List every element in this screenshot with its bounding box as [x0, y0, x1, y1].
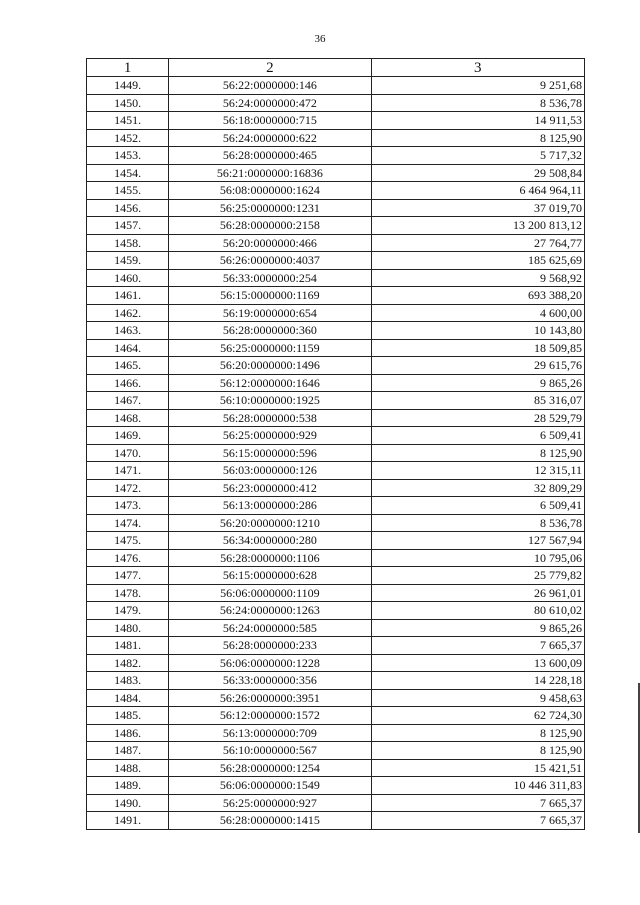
table-row: [87, 514, 585, 532]
cadastral-number: 56:28:0000000:1106: [169, 549, 371, 567]
row-number: 1451.: [87, 112, 169, 130]
value-cell: 9 568,92: [371, 269, 584, 287]
cadastral-number: 56:28:0000000:465: [169, 147, 371, 165]
cadastral-number: 56:06:0000000:1109: [169, 584, 371, 602]
table-row: [87, 409, 585, 427]
row-number: 1452.: [87, 129, 169, 147]
table-row: [87, 584, 585, 602]
row-number: 1464.: [87, 339, 169, 357]
value-cell: 62 724,30: [371, 707, 584, 725]
cadastral-number: 56:13:0000000:709: [169, 724, 371, 742]
row-number: 1467.: [87, 392, 169, 410]
table-row: [87, 742, 585, 760]
table-body: [87, 77, 585, 830]
value-cell: 15 421,51: [371, 759, 584, 777]
value-cell: 80 610,02: [371, 602, 584, 620]
table-row: [87, 654, 585, 672]
table-row: [87, 794, 585, 812]
value-cell: 8 125,90: [371, 129, 584, 147]
row-number: 1475.: [87, 532, 169, 550]
row-number: 1460.: [87, 269, 169, 287]
table-row: [87, 304, 585, 322]
cadastral-number: 56:25:0000000:927: [169, 794, 371, 812]
column-header-1: 1: [87, 59, 169, 77]
table-row: [87, 672, 585, 690]
row-number: 1449.: [87, 77, 169, 95]
table-row: [87, 812, 585, 830]
table-row: [87, 112, 585, 130]
value-cell: 14 911,53: [371, 112, 584, 130]
table-row: [87, 234, 585, 252]
value-cell: 6 509,41: [371, 497, 584, 515]
cadastral-number: 56:24:0000000:622: [169, 129, 371, 147]
table-row: [87, 707, 585, 725]
table-row: [87, 497, 585, 515]
table-row: [87, 217, 585, 235]
row-number: 1490.: [87, 794, 169, 812]
cadastral-number: 56:10:0000000:1925: [169, 392, 371, 410]
cadastral-number: 56:20:0000000:466: [169, 234, 371, 252]
table-row: [87, 444, 585, 462]
table-row: [87, 339, 585, 357]
cadastral-number: 56:19:0000000:654: [169, 304, 371, 322]
table-row: [87, 357, 585, 375]
table-row: [87, 777, 585, 795]
table-row: [87, 549, 585, 567]
row-number: 1476.: [87, 549, 169, 567]
value-cell: 6 509,41: [371, 427, 584, 445]
row-number: 1479.: [87, 602, 169, 620]
row-number: 1458.: [87, 234, 169, 252]
value-cell: 185 625,69: [371, 252, 584, 270]
table-row: [87, 619, 585, 637]
row-number: 1480.: [87, 619, 169, 637]
cadastral-number: 56:03:0000000:126: [169, 462, 371, 480]
cadastral-number: 56:21:0000000:16836: [169, 164, 371, 182]
table-row: [87, 199, 585, 217]
row-number: 1483.: [87, 672, 169, 690]
cadastral-number: 56:28:0000000:2158: [169, 217, 371, 235]
row-number: 1461.: [87, 287, 169, 305]
value-cell: 85 316,07: [371, 392, 584, 410]
value-cell: 8 125,90: [371, 444, 584, 462]
row-number: 1488.: [87, 759, 169, 777]
value-cell: 37 019,70: [371, 199, 584, 217]
column-header-3: 3: [371, 59, 584, 77]
table-row: [87, 147, 585, 165]
cadastral-number: 56:34:0000000:280: [169, 532, 371, 550]
cadastral-number: 56:06:0000000:1228: [169, 654, 371, 672]
value-cell: 9 865,26: [371, 374, 584, 392]
row-number: 1477.: [87, 567, 169, 585]
value-cell: 8 125,90: [371, 742, 584, 760]
row-number: 1470.: [87, 444, 169, 462]
value-cell: 29 615,76: [371, 357, 584, 375]
cadastral-number: 56:28:0000000:538: [169, 409, 371, 427]
row-number: 1463.: [87, 322, 169, 340]
cadastral-number: 56:18:0000000:715: [169, 112, 371, 130]
cadastral-number: 56:24:0000000:585: [169, 619, 371, 637]
table-row: [87, 322, 585, 340]
column-header-2: 2: [169, 59, 371, 77]
value-cell: 5 717,32: [371, 147, 584, 165]
row-number: 1485.: [87, 707, 169, 725]
table-row: [87, 164, 585, 182]
cadastral-number: 56:06:0000000:1549: [169, 777, 371, 795]
cadastral-number: 56:24:0000000:1263: [169, 602, 371, 620]
row-number: 1457.: [87, 217, 169, 235]
table-row: [87, 532, 585, 550]
cadastral-number: 56:33:0000000:356: [169, 672, 371, 690]
value-cell: 8 125,90: [371, 724, 584, 742]
value-cell: 14 228,18: [371, 672, 584, 690]
cadastral-number: 56:28:0000000:233: [169, 637, 371, 655]
cadastral-number: 56:15:0000000:1169: [169, 287, 371, 305]
table-row: [87, 567, 585, 585]
value-cell: 13 200 813,12: [371, 217, 584, 235]
table-row: [87, 252, 585, 270]
row-number: 1456.: [87, 199, 169, 217]
value-cell: 7 665,37: [371, 812, 584, 830]
row-number: 1481.: [87, 637, 169, 655]
value-cell: 693 388,20: [371, 287, 584, 305]
value-cell: 25 779,82: [371, 567, 584, 585]
table-row: [87, 637, 585, 655]
row-number: 1474.: [87, 514, 169, 532]
value-cell: 8 536,78: [371, 514, 584, 532]
row-number: 1466.: [87, 374, 169, 392]
table-row: [87, 602, 585, 620]
value-cell: 29 508,84: [371, 164, 584, 182]
table-row: [87, 392, 585, 410]
row-number: 1472.: [87, 479, 169, 497]
row-number: 1450.: [87, 94, 169, 112]
cadastral-number: 56:22:0000000:146: [169, 77, 371, 95]
row-number: 1489.: [87, 777, 169, 795]
cadastral-number: 56:25:0000000:929: [169, 427, 371, 445]
row-number: 1484.: [87, 689, 169, 707]
page-number: 36: [314, 33, 326, 45]
cadastral-number: 56:08:0000000:1624: [169, 182, 371, 200]
value-cell: 7 665,37: [371, 637, 584, 655]
row-number: 1491.: [87, 812, 169, 830]
cadastral-number: 56:28:0000000:360: [169, 322, 371, 340]
row-number: 1455.: [87, 182, 169, 200]
value-cell: 6 464 964,11: [371, 182, 584, 200]
row-number: 1482.: [87, 654, 169, 672]
table-row: [87, 287, 585, 305]
value-cell: 9 458,63: [371, 689, 584, 707]
table-row: [87, 374, 585, 392]
cadastral-number: 56:25:0000000:1231: [169, 199, 371, 217]
row-number: 1465.: [87, 357, 169, 375]
value-cell: 7 665,37: [371, 794, 584, 812]
row-number: 1473.: [87, 497, 169, 515]
cadastral-number: 56:26:0000000:4037: [169, 252, 371, 270]
cadastral-number: 56:15:0000000:596: [169, 444, 371, 462]
row-number: 1487.: [87, 742, 169, 760]
value-cell: 8 536,78: [371, 94, 584, 112]
row-number: 1454.: [87, 164, 169, 182]
value-cell: 18 509,85: [371, 339, 584, 357]
cadastral-number: 56:20:0000000:1496: [169, 357, 371, 375]
cadastral-number: 56:12:0000000:1572: [169, 707, 371, 725]
value-cell: 13 600,09: [371, 654, 584, 672]
cadastral-number: 56:20:0000000:1210: [169, 514, 371, 532]
value-cell: 28 529,79: [371, 409, 584, 427]
value-cell: 10 795,06: [371, 549, 584, 567]
cadastral-number: 56:28:0000000:1254: [169, 759, 371, 777]
table-row: [87, 269, 585, 287]
cadastral-number: 56:26:0000000:3951: [169, 689, 371, 707]
row-number: 1459.: [87, 252, 169, 270]
value-cell: 12 315,11: [371, 462, 584, 480]
value-cell: 10 446 311,83: [371, 777, 584, 795]
row-number: 1471.: [87, 462, 169, 480]
table-row: [87, 462, 585, 480]
value-cell: 10 143,80: [371, 322, 584, 340]
table-row: [87, 689, 585, 707]
cadastral-number: 56:23:0000000:412: [169, 479, 371, 497]
table-row: [87, 479, 585, 497]
value-cell: 32 809,29: [371, 479, 584, 497]
row-number: 1453.: [87, 147, 169, 165]
table-row: [87, 77, 585, 95]
row-number: 1462.: [87, 304, 169, 322]
table-row: [87, 129, 585, 147]
cadastral-number: 56:15:0000000:628: [169, 567, 371, 585]
row-number: 1468.: [87, 409, 169, 427]
row-number: 1486.: [87, 724, 169, 742]
cadastral-number: 56:10:0000000:567: [169, 742, 371, 760]
cadastral-number: 56:13:0000000:286: [169, 497, 371, 515]
cadastral-number: 56:12:0000000:1646: [169, 374, 371, 392]
row-number: 1478.: [87, 584, 169, 602]
value-cell: 9 251,68: [371, 77, 584, 95]
value-cell: 26 961,01: [371, 584, 584, 602]
value-cell: 4 600,00: [371, 304, 584, 322]
value-cell: 9 865,26: [371, 619, 584, 637]
parcel-table: [86, 58, 585, 830]
table-row: [87, 94, 585, 112]
value-cell: 27 764,77: [371, 234, 584, 252]
value-cell: 127 567,94: [371, 532, 584, 550]
table-row: [87, 724, 585, 742]
cadastral-number: 56:33:0000000:254: [169, 269, 371, 287]
cadastral-number: 56:25:0000000:1159: [169, 339, 371, 357]
cadastral-number: 56:24:0000000:472: [169, 94, 371, 112]
table-row: [87, 759, 585, 777]
table-row: [87, 182, 585, 200]
cadastral-number: 56:28:0000000:1415: [169, 812, 371, 830]
table-row: [87, 427, 585, 445]
row-number: 1469.: [87, 427, 169, 445]
table-header-row: [87, 59, 585, 77]
